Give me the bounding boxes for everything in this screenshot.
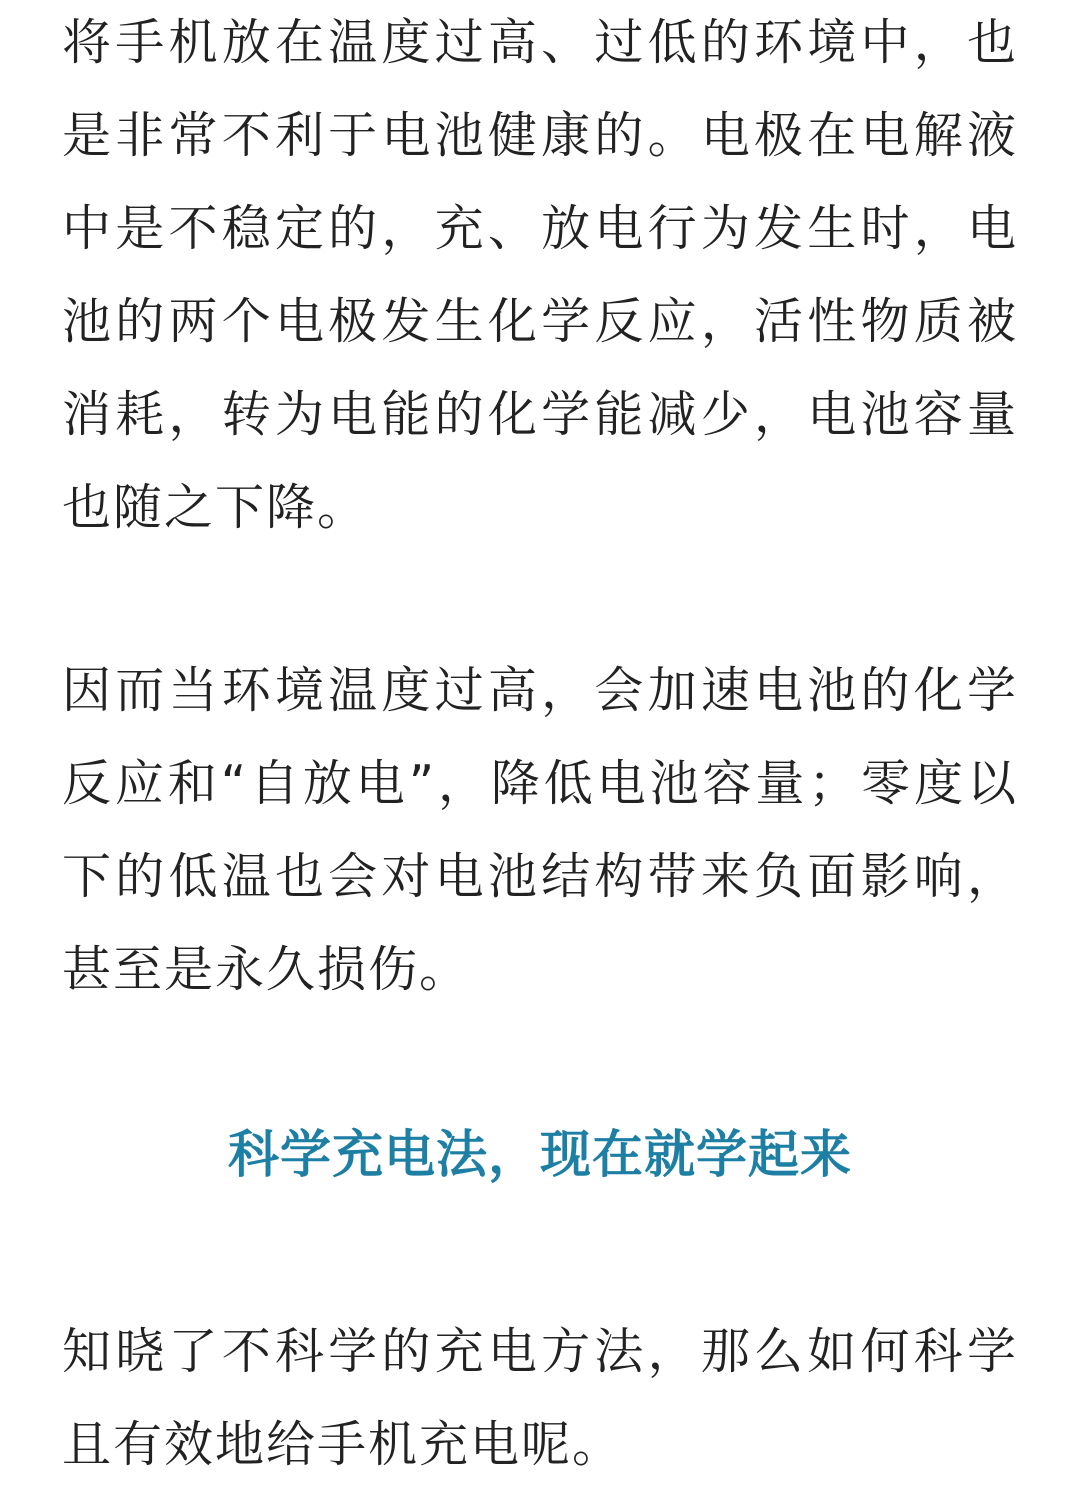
section-heading: 科学充电法，现在就学起来	[227, 1126, 852, 1185]
paragraph-temperature-effects: 将手机放在温度过高、过低的环境中，也是非常不利于电池健康的。电极在电解液中是不稳定的，充、放电行为发生时，电池的两个电极发生化学反应，活性物质被消耗，转为电能的化学能减少，电池容量也随之下降。	[62, 14, 1018, 536]
paragraph-how-to-charge: 知晓了不科学的充电方法，那么如何科学且有效地给手机充电呢。	[62, 1323, 1018, 1473]
paragraph-high-low-temperature: 因而当环境温度过高，会加速电池的化学反应和“自放电”，降低电池容量；零度以下的低温也会对电池结构带来负面影响，甚至是永久损伤。	[62, 662, 1018, 998]
